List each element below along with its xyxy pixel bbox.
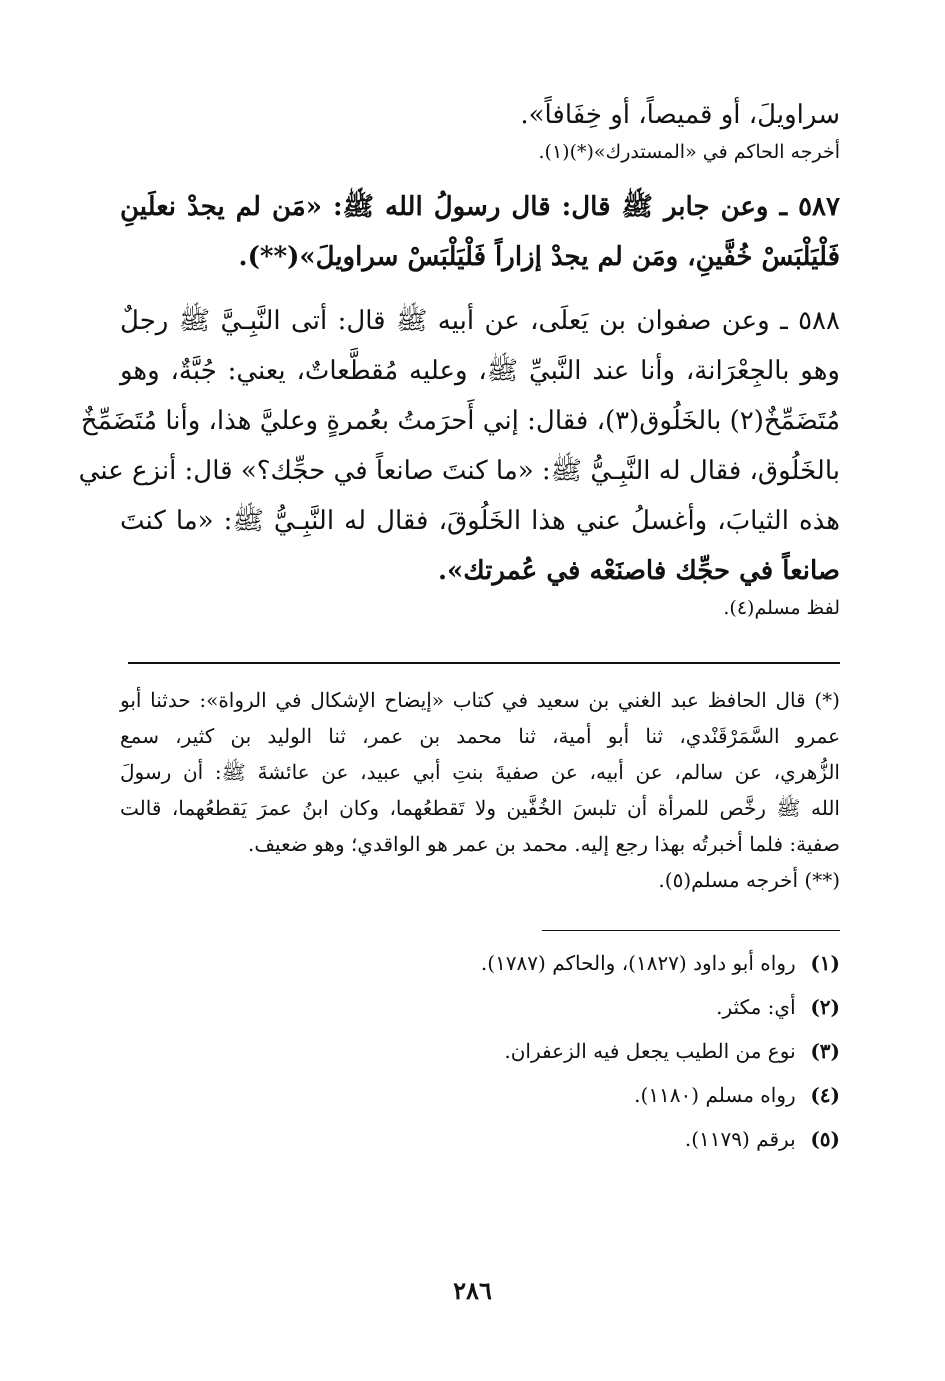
commentary-line: عمرو السَّمَرْقَنْدي، ثنا أبو أمية، ثنا محمد بن عمر، ثنا الوليد بن كثير، سمع [120, 724, 840, 748]
page-body [78, 90, 840, 1161]
footnote-item [120, 1117, 840, 1161]
commentary-line: (**) أخرجه مسلم(٥). [658, 868, 840, 892]
hadith-588 [78, 296, 840, 596]
footnote-number: (١) [810, 951, 840, 975]
text-line: هذه الثيابَ، وأغسلُ عني هذا الخَلُوقَ، فقال له النَّبِـيُّ ﷺ: «ما كنتَ [120, 506, 840, 536]
footnote-item [120, 985, 840, 1029]
text-line: بالخَلُوق، فقال له النَّبِـيُّ ﷺ: «ما كنتَ صانعاً في حجِّك؟» قال: أنزع عني [78, 456, 840, 486]
commentary [120, 682, 840, 898]
footnote-number: (٥) [810, 1127, 840, 1151]
hadith-587 [120, 182, 840, 282]
footnote-text: نوع من الطيب يجعل فيه الزعفران. [504, 1039, 796, 1063]
footnote-text: رواه أبو داود (١٨٢٧)، والحاكم (١٧٨٧). [480, 951, 796, 975]
main-text [120, 90, 840, 140]
footnote-text: أي: مكثر. [716, 995, 796, 1019]
commentary-line: الزُّهري، عن سالم، عن أبيه، عن صفيةَ بنتِ أبي عبيد، عن عائشةَ ﷺ: أن رسولَ [120, 760, 840, 784]
text-line: ٥٨٧ ـ وعن جابر ﷺ قال: قال رسولُ الله ﷺ: «مَن لم يجدْ نعلَينِ [120, 192, 840, 222]
commentary-divider [128, 662, 840, 664]
footnote-text: برقم (١١٧٩). [684, 1127, 796, 1151]
text-line: سراويلَ، أو قميصاً، أو خِفَافاً». [520, 100, 840, 130]
commentary-line: (*) قال الحافظ عبد الغني بن سعيد في كتاب «إيضاح الإشكال في الرواة»: حدثنا أبو [120, 688, 840, 712]
footnote-item [120, 1029, 840, 1073]
source-note: أخرجه الحاكم في «المستدرك»(*)(١). [538, 141, 840, 163]
source-note: لفظ مسلم(٤). [723, 597, 840, 619]
text-line: وهو بالجِعْرَانة، وأنا عند النَّبيِّ ﷺ، وعليه مُقطَّعاتٌ، يعني: جُبَّةٌ، وهو [120, 356, 840, 386]
footnote-list [120, 941, 840, 1161]
text-line: ٥٨٨ ـ وعن صفوان بن يَعلَى، عن أبيه ﷺ قال: أتى النَّبِـيَّ ﷺ رجلٌ [120, 306, 840, 336]
footnote-number: (٢) [810, 995, 840, 1019]
footnote-number: (٣) [810, 1039, 840, 1063]
footnote-text: رواه مسلم (١١٨٠). [634, 1083, 796, 1107]
page-number: ٢٨٦ [453, 1276, 492, 1305]
footnote-item [120, 1073, 840, 1117]
footnote-number: (٤) [810, 1083, 840, 1107]
text-line: صانعاً في حجِّك فاصنَعْه في عُمرتك». [437, 556, 840, 586]
commentary-line: الله ﷺ رخَّص للمرأة أن تلبسَ الخُفَّين ولا تَقطعُهما، وكان ابنُ عمرَ يَقطعُهما، قالت [120, 796, 840, 820]
text-line: مُتَضَمِّخٌ(٢) بالخَلُوق(٣)، فقال: إني أَحرَمتُ بعُمرةٍ وعليَّ هذا، وأنا مُتَضَمِّخٌ [80, 406, 840, 436]
footnote-divider [542, 930, 840, 931]
commentary-line: صفية: فلما أخبرتُه بهذا رجع إليه. محمد بن عمر هو الواقدي؛ وهو ضعيف. [247, 832, 840, 856]
footnote-item [120, 941, 840, 985]
text-line: فَلْيَلْبَسْ خُفَّينِ، ومَن لم يجدْ إزاراً فَلْيَلْبَسْ سراويلَ»(**). [238, 242, 840, 272]
